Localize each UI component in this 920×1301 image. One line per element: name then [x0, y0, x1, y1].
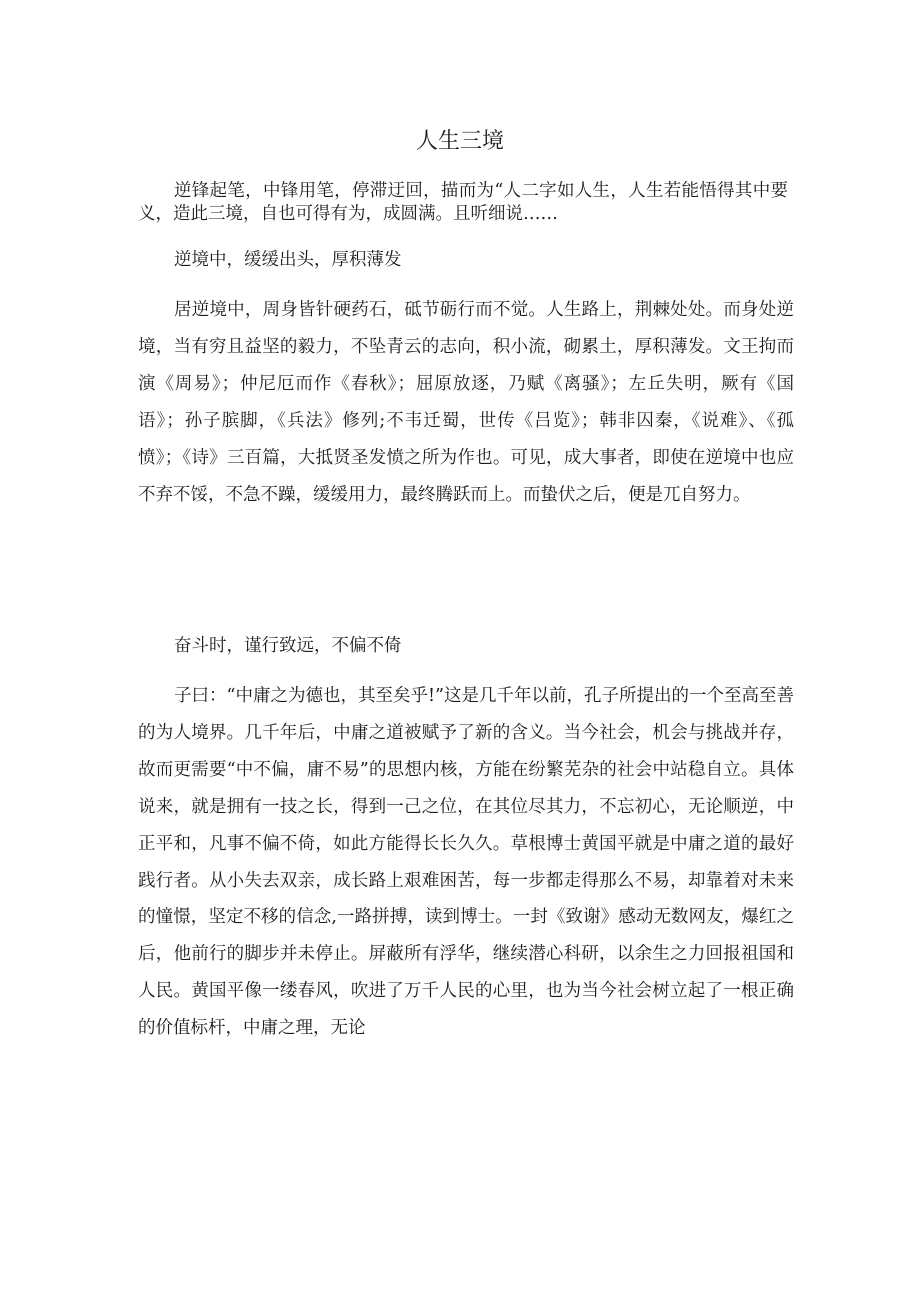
- section-body-striving: 子曰：“中庸之为德也，其至矣乎!”这是几千年以前，孔子所提出的一个至高至善的为人境界。几千年后，中庸之道被赋予了新的含义。当今社会，机会与挑战并存，故而更需要“中不偏，庸不易”的思想内核，方能在纷繁芜杂的社会中站稳自立。具体说来，就是拥有一技之长，得到一己之位，在其位尽其力，不忘初心，无论顺逆，中正平和，凡事不偏不倚，如此方能得长长久久。草根博士黄国平就是中庸之道的最好践行者。从小失去双亲，成长路上艰难困苦，每一步都走得那么不易，却靠着对未来的憧憬，坚定不移的信念,一路拼搏，读到博士。一封《致谢》感动无数网友，爆红之后，他前行的脚步并未停止。屏蔽所有浮华，继续潜心科研，以余生之力回报祖国和人民。黄国平像一缕春风，吹进了万千人民的心里，也为当今社会树立起了一根正确的价值标杆，中庸之理，无论: [138, 686, 794, 1039]
- section-heading-adversity: 逆境中，缓缓出头，厚积薄发: [174, 250, 402, 270]
- intro-paragraph: 逆锋起笔，中锋用笔，停滞迂回，描而为“人二字如人生，人生若能悟得其中要义，造此三境，自也可得有为，成圆满。且听细说……: [138, 181, 788, 224]
- page-title: 人生三境: [415, 129, 504, 154]
- section-heading-striving: 奋斗时，谨行致远，不偏不倚: [174, 636, 402, 656]
- section-body-adversity: 居逆境中，周身皆针硬药石，砥节砺行而不觉。人生路上，荆棘处处。而身处逆境，当有穷且益坚的毅力，不坠青云的志向，积小流，砌累土，厚积薄发。文王拘而演《周易》；仲尼厄而作《春秋》；屈原放逐，乃赋《离骚》；左丘失明，厥有《国语》；孙子膑脚，《兵法》修列;不韦迁蜀，世传《吕览》；韩非囚秦，《说难》、《孤愤》；《诗》三百篇，大抵贤圣发愤之所为作也。可见，成大事者，即使在逆境中也应不弃不馁，不急不躁，缓缓用力，最终腾跃而上。而蛰伏之后，便是兀自努力。: [138, 300, 794, 505]
